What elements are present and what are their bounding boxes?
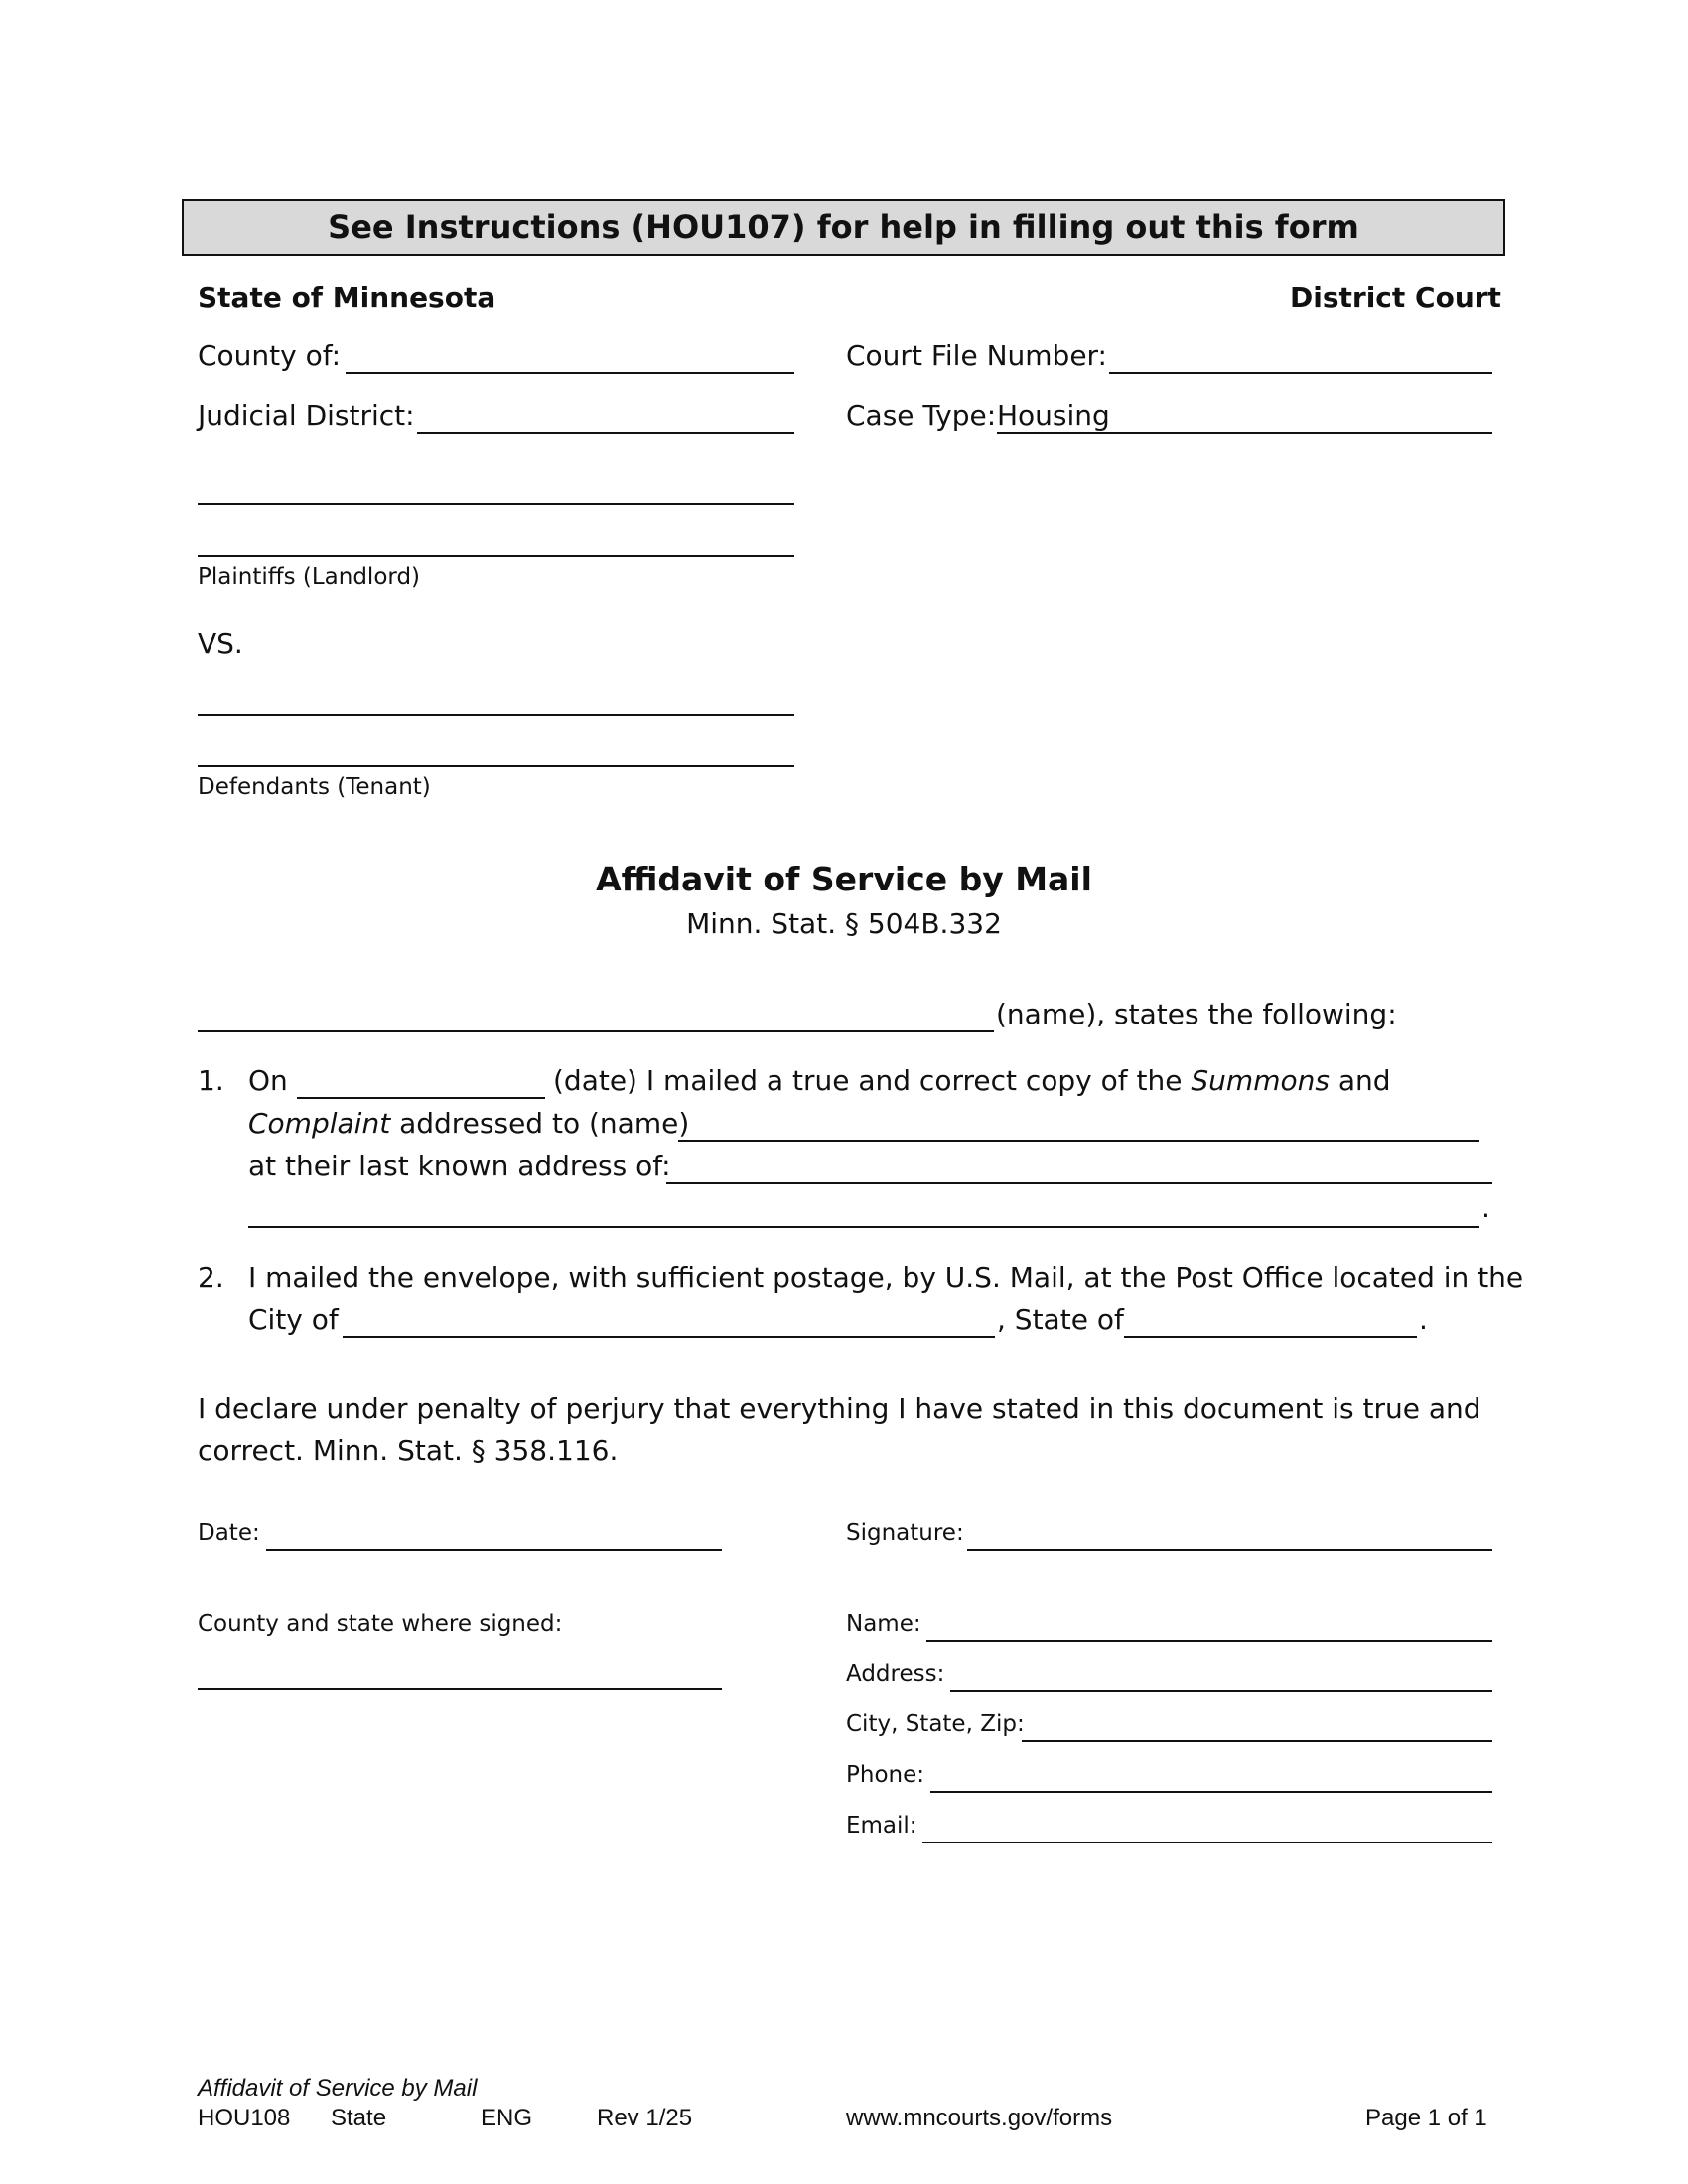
footer-revision: Rev 1/25 xyxy=(597,2105,693,2131)
phone-field[interactable] xyxy=(930,1761,1492,1793)
city-state-zip-field[interactable] xyxy=(1022,1710,1492,1742)
footer-website[interactable]: www.mncourts.gov/forms xyxy=(846,2105,1113,2131)
item1-addressed-text xyxy=(248,1107,689,1140)
defendant-line-1[interactable] xyxy=(198,714,794,716)
recipient-address-field-2[interactable] xyxy=(248,1196,1479,1228)
item2-city-label: City of xyxy=(248,1303,339,1336)
item2-state-label: , State of xyxy=(997,1303,1124,1336)
address-field[interactable] xyxy=(950,1660,1492,1692)
footer-form-title: Affidavit of Service by Mail xyxy=(198,2075,478,2102)
post-office-city-field[interactable] xyxy=(343,1306,995,1338)
signature-label: Signature: xyxy=(846,1520,964,1546)
recipient-address-field[interactable] xyxy=(666,1153,1492,1184)
form-statute: Minn. Stat. § 504B.332 xyxy=(686,907,1002,940)
item1-number: 1. xyxy=(198,1064,224,1097)
banner-text: See Instructions (HOU107) for help in filling out this form xyxy=(328,208,1359,246)
plaintiffs-label: Plaintiffs (Landlord) xyxy=(198,564,421,590)
summons-label: Summons xyxy=(1191,1064,1330,1097)
court-label: District Court xyxy=(1290,281,1501,314)
addressed-label: addressed to (name) xyxy=(399,1107,690,1140)
footer-form-code: HOU108 xyxy=(198,2105,291,2131)
name-field[interactable] xyxy=(926,1610,1492,1642)
file-number-label: Court File Number: xyxy=(846,340,1107,372)
affiant-name-field[interactable] xyxy=(198,1001,994,1032)
item2-period: . xyxy=(1419,1303,1428,1336)
item1-date-text xyxy=(553,1064,1391,1097)
case-type-label: Case Type: xyxy=(846,399,997,432)
plaintiff-line-1[interactable] xyxy=(198,503,794,505)
file-number-field[interactable] xyxy=(1109,342,1492,374)
county-field[interactable] xyxy=(346,342,794,374)
date-field[interactable] xyxy=(266,1519,722,1551)
district-field[interactable] xyxy=(417,402,794,434)
phone-label: Phone: xyxy=(846,1762,924,1788)
county-state-field[interactable] xyxy=(198,1688,722,1690)
district-label: Judicial District: xyxy=(198,399,415,432)
case-type-value: Housing xyxy=(997,399,1110,432)
footer-page: Page 1 of 1 xyxy=(1365,2105,1487,2131)
county-label: County of: xyxy=(198,340,342,372)
address-label: at their last known address of: xyxy=(248,1150,671,1182)
footer-language: ENG xyxy=(481,2105,533,2131)
defendant-line-2[interactable] xyxy=(198,765,794,767)
item1-on: On xyxy=(248,1064,288,1097)
name-label: Name: xyxy=(846,1611,921,1637)
defendants-label: Defendants (Tenant) xyxy=(198,774,431,800)
date-label: Date: xyxy=(198,1520,260,1546)
county-state-label: County and state where signed: xyxy=(198,1611,563,1637)
email-field[interactable] xyxy=(922,1812,1492,1843)
state-label: State of Minnesota xyxy=(198,281,496,314)
post-office-state-field[interactable] xyxy=(1124,1306,1417,1338)
item1-date-label: (date) I mailed a true and correct copy of the xyxy=(553,1064,1183,1097)
declaration-line-2: correct. Minn. Stat. § 358.116. xyxy=(198,1434,619,1467)
item1-period: . xyxy=(1481,1191,1490,1224)
affiant-name-suffix: (name), states the following: xyxy=(996,998,1397,1030)
footer-jurisdiction: State xyxy=(331,2105,387,2131)
mail-date-field[interactable] xyxy=(297,1067,545,1099)
form-title: Affidavit of Service by Mail xyxy=(596,860,1092,898)
recipient-name-field[interactable] xyxy=(678,1110,1479,1142)
item2-number: 2. xyxy=(198,1261,224,1294)
item2-text: I mailed the envelope, with sufficient postage, by U.S. Mail, at the Post Office located in the xyxy=(248,1261,1524,1294)
city-state-zip-label: City, State, Zip: xyxy=(846,1711,1025,1737)
signature-field[interactable] xyxy=(967,1519,1492,1551)
declaration-line-1: I declare under penalty of perjury that everything I have stated in this document is true and xyxy=(198,1392,1481,1425)
vs-label: VS. xyxy=(198,627,243,660)
email-label: Email: xyxy=(846,1813,917,1839)
complaint-label: Complaint xyxy=(248,1107,391,1140)
item1-and: and xyxy=(1337,1064,1391,1097)
plaintiff-line-2[interactable] xyxy=(198,555,794,557)
case-type-field[interactable] xyxy=(997,399,1492,434)
instructions-banner xyxy=(182,199,1505,256)
address-sig-label: Address: xyxy=(846,1661,945,1687)
